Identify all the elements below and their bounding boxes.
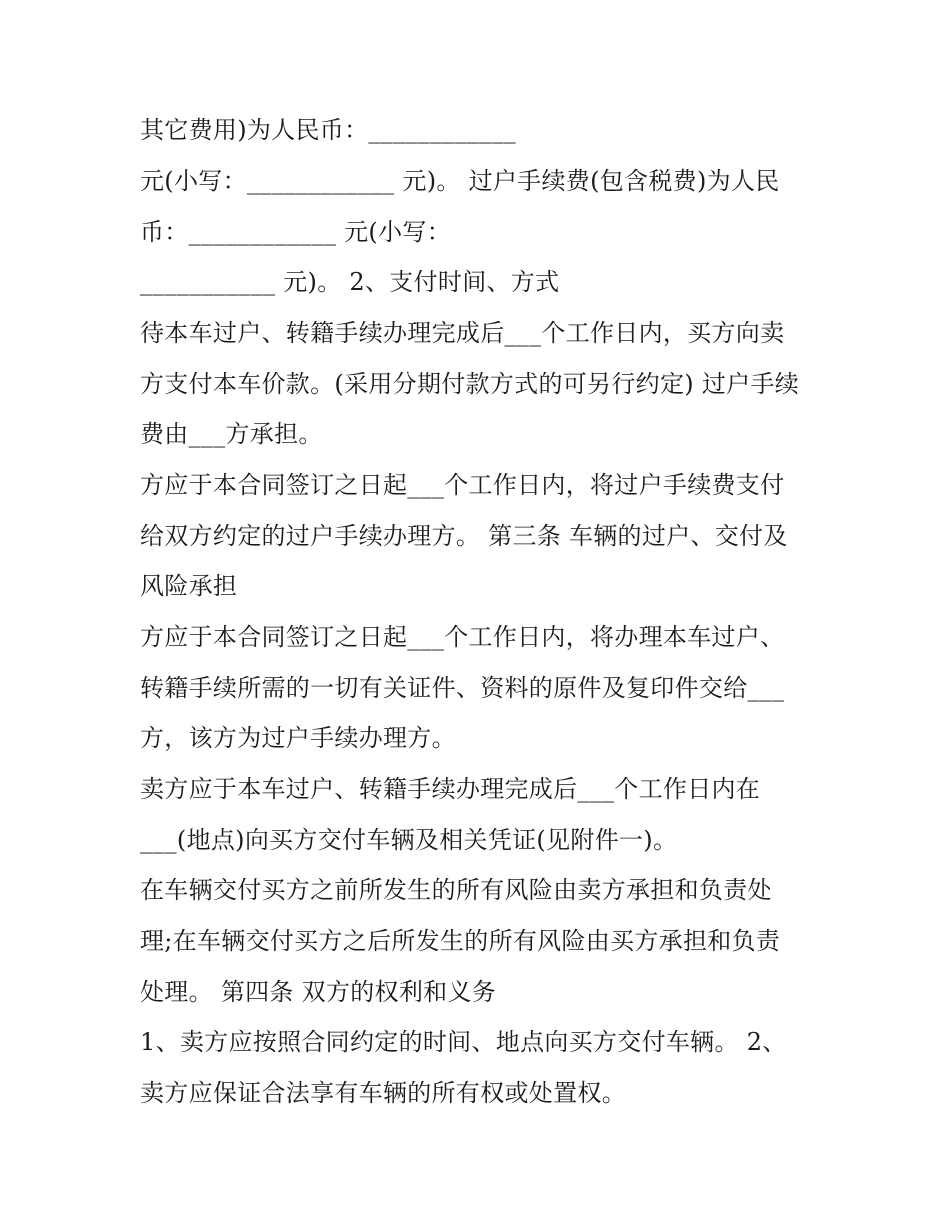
text-line: 给双方约定的过户手续办理方。 第三条 车辆的过户、交付及 (140, 522, 788, 550)
text-line: 处理。 第四条 双方的权利和义务 (140, 978, 497, 1006)
text-line: 卖方应保证合法享有车辆的所有权或处置权。 (140, 1079, 626, 1107)
text-line: 费由___方承担。 (140, 420, 323, 448)
text-line: 其它费用)为人民币：____________ (140, 116, 516, 144)
text-line: 转籍手续所需的一切有关证件、资料的原件及复印件交给___ (140, 674, 785, 702)
text-line: 方支付本车价款。(采用分期付款方式的可另行约定) 过户手续 (140, 370, 800, 398)
text-line: ___(地点)向买方交付车辆及相关凭证(见附件一)。 (140, 826, 678, 854)
text-line: 方应于本合同签订之日起___个工作日内，将过户手续费支付 (140, 471, 785, 499)
text-line: 币：____________ 元(小写： (140, 218, 451, 246)
text-line: 在车辆交付买方之前所发生的所有风险由卖方承担和负责处 (140, 876, 772, 904)
text-line: 方应于本合同签订之日起___个工作日内，将办理本车过户、 (140, 623, 785, 651)
text-line: 卖方应于本车过户、转籍手续办理完成后___个工作日内在 (140, 775, 761, 803)
text-line: ___________ 元)。 2、支付时间、方式 (140, 268, 560, 296)
text-line: 待本车过户、转籍手续办理完成后___个工作日内，买方向卖 (140, 319, 785, 347)
text-line: 理;在车辆交付买方之后所发生的所有风险由买方承担和负责 (140, 927, 781, 955)
text-line: 风险承担 (140, 572, 238, 600)
text-line: 元(小写：____________ 元)。 过户手续费(包含税费)为人民 (140, 167, 780, 195)
text-line: 1、卖方应按照合同约定的时间、地点向买方交付车辆。 2、 (140, 1028, 787, 1056)
text-line: 方，该方为过户手续办理方。 (140, 724, 456, 752)
